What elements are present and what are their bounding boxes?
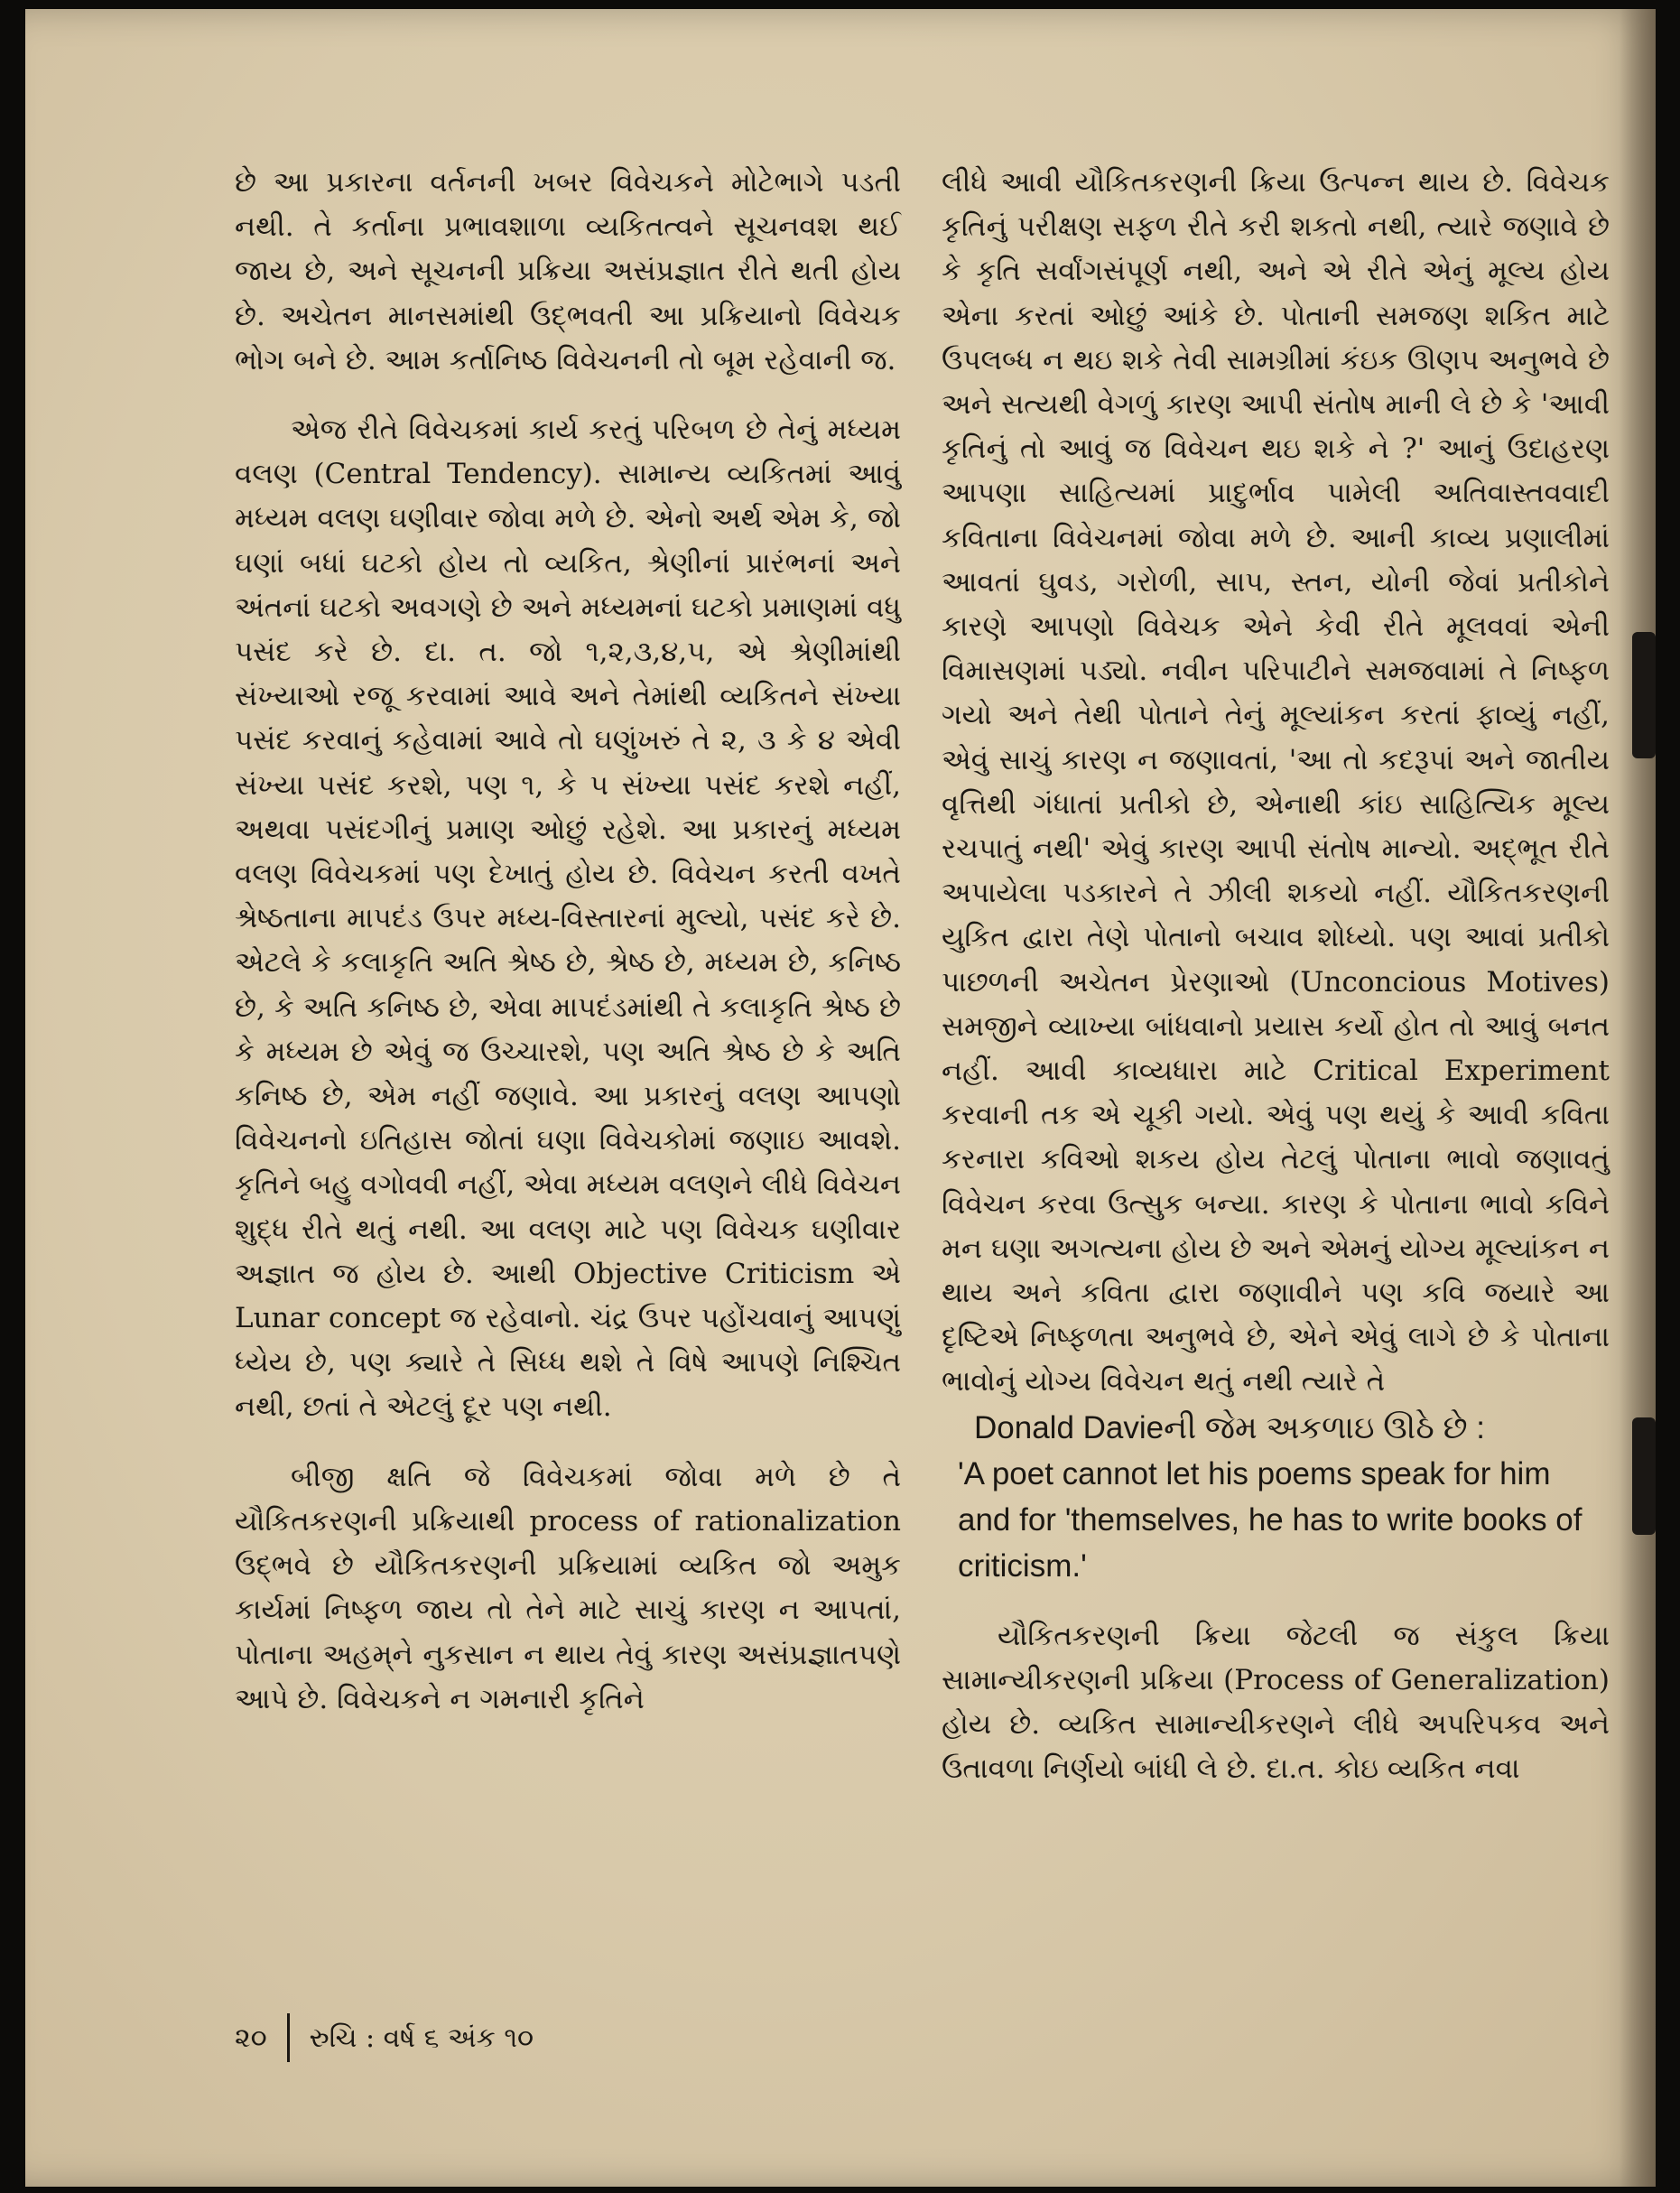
magazine-page xyxy=(25,9,1656,2187)
binding-clip-upper xyxy=(1632,632,1656,758)
footer-divider xyxy=(287,2013,290,2062)
page-number: ૨૦ xyxy=(235,2021,267,2054)
binding-clip-lower xyxy=(1632,1417,1656,1535)
right-column xyxy=(942,161,1610,1792)
page-footer xyxy=(235,2013,534,2062)
page-shadow xyxy=(1620,9,1656,2187)
left-paragraph-1: છે આ પ્રકારના વર્તનની ખબર વિવેચકને મોટેભાગે પડતી નથી. તે કર્તાના પ્રભાવશાળા વ્યકિતત્વને સૂચનવશ થઈ જાય છે, અને સૂચનની પ્રક્રિયા અસંપ્રજ્ઞાત રીતે થતી હોય છે. અચેતન માનસમાંથી ઉદ્ભવતી આ પ્રક્રિયાનો વિવેચક ભોગ બને છે. આમ કર્તાનિષ્ઠ વિવેચનની તો બૂમ રહેવાની જ. xyxy=(235,166,901,376)
right-paragraph-2: યૌકિતકરણની ક્રિયા જેટલી જ સંકુલ ક્રિયા સામાન્યીકરણની પ્રક્રિયા (Process of Generalization) હોય છે. વ્યકિત સામાન્યીકરણને લીધે અપરિપકવ અને ઉતાવળા નિર્ણયો બાંધી લે છે. દા.ત. કોઇ વ્યકિત નવા xyxy=(942,1619,1610,1786)
right-paragraph-1: લીધે આવી યૌકિતકરણની ક્રિયા ઉત્પન્ન થાય છે. વિવેચક કૃતિનું પરીક્ષણ સફળ રીતે કરી શકતો નથી, ત્યારે જણાવે છે કે કૃતિ સર્વાંગસંપૂર્ણ નથી, અને એ રીતે એનું મૂલ્ય હોય એના કરતાં ઓછું આંકે છે. પોતાની સમજણ શકિત માટે ઉપલબ્ધ ન થઇ શકે તેવી સામગ્રીમાં કંઇક ઊણપ અનુભવે છે અને સત્યથી વેગળું કારણ આપી સંતોષ માની લે છે કે 'આવી કૃતિનું તો આવું જ વિવેચન થઇ શકે ને ?' આનું ઉદાહરણ આપણા સાહિત્યમાં પ્રાદુર્ભાવ પામેલી અતિવાસ્તવવાદી કવિતાના વિવેચનમાં જોવા મળે છે. આની કાવ્ય પ્રણાલીમાં આવતાં ઘુવડ, ગરોળી, સાપ, સ્તન, યોની જેવાં પ્રતીકોને કારણે આપણો વિવેચક એને કેવી રીતે મૂલવવાં એની વિમાસણમાં પડ્યો. નવીન પરિપાટીને સમજવામાં તે નિષ્ફળ ગયો અને તેથી પોતાને તેનું મૂલ્યાંકન કરતાં ફાવ્યું નહીં, એવું સાચું કારણ ન જણાવતાં, 'આ તો કદરૂપાં અને જાતીય વૃત્તિથી ગંધાતાં પ્રતીકો છે, એનાથી કાંઇ સાહિત્યિક મૂલ્ય રચપાતું નથી' એવું કારણ આપી સંતોષ માન્યો. અદ્ભૂત રીતે અપાયેલા પડકારને તે ઝીલી શકયો નહીં. યૌકિતકરણની યુકિત દ્વારા તેણે પોતાનો બચાવ શોધ્યો. પણ આવાં પ્રતીકો પાછળની અચેતન પ્રેરણાઓ (Unconcious Motives) સમજીને વ્યાખ્યા બાંધવાનો પ્રયાસ કર્યો હોત તો આવું બનત નહીં. આવી કાવ્યધારા માટે Critical Experiment કરવાની તક એ ચૂકી ગયો. એવું પણ થયું કે આવી કવિતા કરનારા કવિઓ શકય હોય તેટલું પોતાના ભાવો જણાવતું વિવેચન કરવા ઉત્સુક બન્યા. કારણ કે પોતાના ભાવો કવિને મન ઘણા અગત્યના હોય છે અને એમનું યોગ્ય મૂલ્યાંકન ન થાય અને કવિતા દ્વારા જણાવીને પણ કવિ જયારે આ દૃષ્ટિએ નિષ્ફળતા અનુભવે છે, એને એવું લાગે છે કે પોતાના ભાવોનું યોગ્ય વિવેચન થતું નથી ત્યારે તે xyxy=(942,166,1610,1399)
block-quote: 'A poet cannot let his poems speak for him and for 'themselves, he has to write books of criticism.' xyxy=(958,1455,1583,1584)
left-paragraph-3: બીજી ક્ષતિ જે વિવેચકમાં જોવા મળે છે તે યૌકિતકરણની પ્રક્રિયાથી process of rationalization ઉદ્ભવે છે યૌકિતકરણની પ્રક્રિયામાં વ્યકિત જો અમુક કાર્યમાં નિષ્ફળ જાય તો તેને માટે સાચું કારણ ન આપતાં, પોતાના અહમ્‌ને નુકસાન ન થાય તેવું કારણ અસંપ્રજ્ઞાતપણે આપે છે. વિવેચકને ન ગમનારી કૃતિને xyxy=(235,1460,901,1715)
journal-issue: રુચિ : વર્ષ ૬ અંક ૧૦ xyxy=(309,2021,534,2054)
left-column xyxy=(235,161,901,1722)
quote-lead: Donald Davieની જેમ અકળાઇ ઊઠે છે : xyxy=(974,1409,1486,1445)
left-paragraph-2: એજ રીતે વિવેચકમાં કાર્ય કરતું પરિબળ છે તેનું મધ્યમ વલણ (Central Tendency). સામાન્ય વ્યકિતમાં આવું મધ્યમ વલણ ઘણીવાર જોવા મળે છે. એનો અર્થ એમ કે, જો ઘણાં બધાં ઘટકો હોય તો વ્યકિત, શ્રેણીનાં પ્રારંભનાં અને અંતનાં ઘટકો અવગણે છે અને મધ્યમનાં ઘટકો પ્રમાણમાં વધુ પસંદ કરે છે. દા. ત. જો ૧,૨,૩,૪,૫, એ શ્રેણીમાંથી સંખ્યાઓ રજૂ કરવામાં આવે અને તેમાંથી વ્યકિતને સંખ્યા પસંદ કરવાનું કહેવામાં આવે તો ઘણુંખરું તે ૨, ૩ કે ૪ એવી સંખ્યા પસંદ કરશે, પણ ૧, કે ૫ સંખ્યા પસંદ કરશે નહીં, અથવા પસંદગીનું પ્રમાણ ઓછું રહેશે. આ પ્રકારનું મધ્યમ વલણ વિવેચકમાં પણ દેખાતું હોય છે. વિવેચન કરતી વખતે શ્રેષ્ઠતાના માપદંડ ઉપર મધ્ય-વિસ્તારનાં મુલ્યો, પસંદ કરે છે. એટલે કે કલાકૃતિ અતિ શ્રેષ્ઠ છે, શ્રેષ્ઠ છે, મધ્યમ છે, કનિષ્ઠ છે, કે અતિ કનિષ્ઠ છે, એવા માપદંડમાંથી તે કલાકૃતિ શ્રેષ્ઠ છે કે મધ્યમ છે એવું જ ઉચ્ચારશે, પણ અતિ શ્રેષ્ઠ છે કે અતિ કનિષ્ઠ છે, એમ નહીં જણાવે. આ પ્રકારનું વલણ આપણો વિવેચનનો ઇતિહાસ જોતાં ઘણા વિવેચકોમાં જણાઇ આવશે. કૃતિને બહુ વગોવવી નહીં, એવા મધ્યમ વલણને લીધે વિવેચન શુદ્ધ રીતે થતું નથી. આ વલણ માટે પણ વિવેચક ઘણીવાર અજ્ઞાત જ હોય છે. આથી Objective Criticism એ Lunar concept જ રહેવાનો. ચંદ્ર ઉપર પહોંચવાનું આપણું ધ્યેય છે, પણ ક્યારે તે સિધ્ધ થશે તે વિષે આપણે નિશ્ચિત નથી, છતાં તે એટલું દૂર પણ નથી. xyxy=(235,414,901,1424)
